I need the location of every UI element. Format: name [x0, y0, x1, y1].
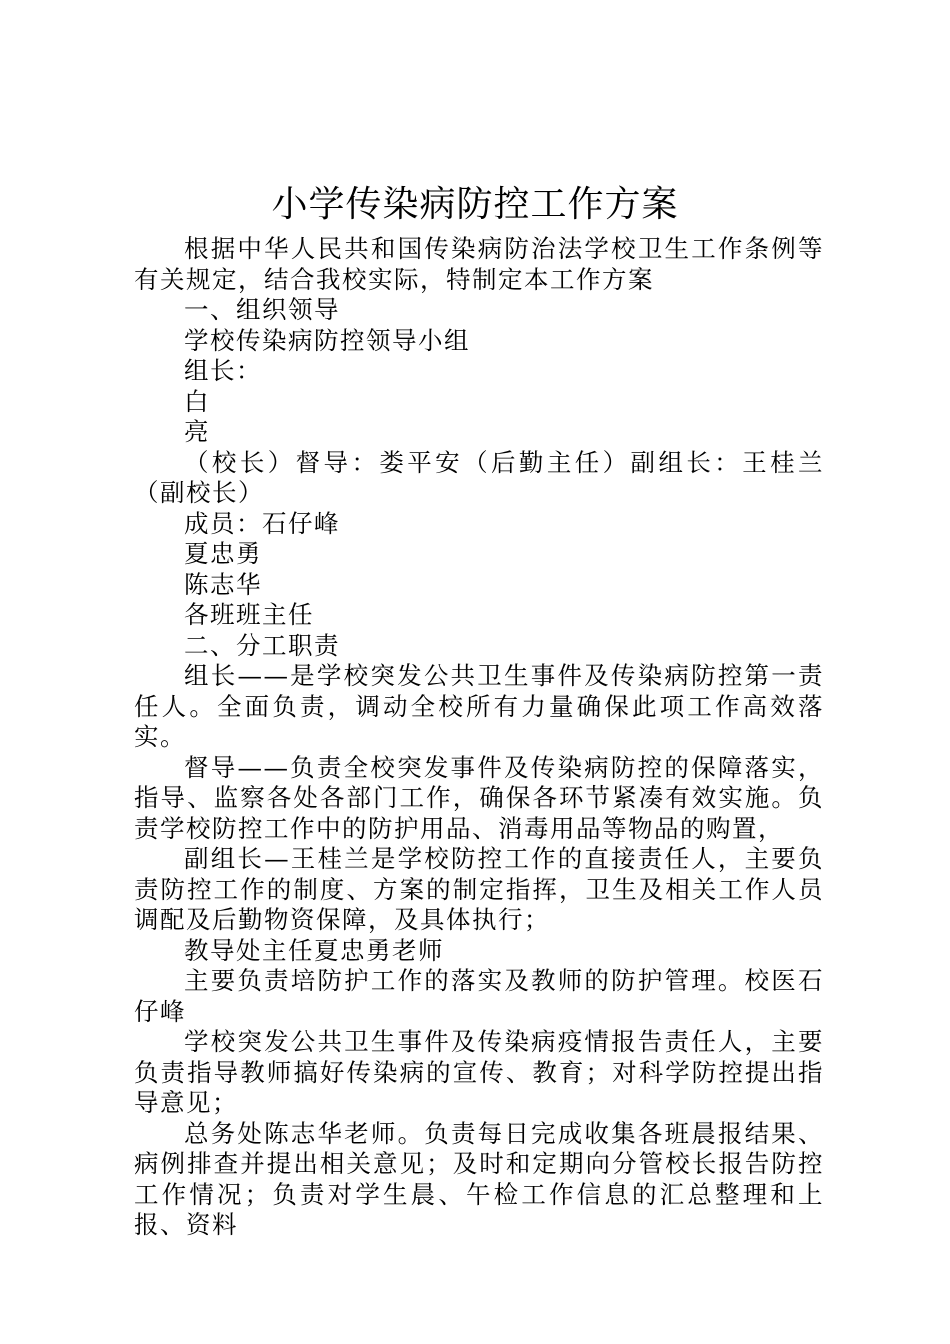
paragraph-reporting-duty: 学校突发公共卫生事件及传染病疫情报告责任人，主要负责指导教师搞好传染病的宣传、教育；对科学防控提出指导意见； [134, 1027, 824, 1117]
paragraph-members: 成员：石仔峰 [184, 508, 340, 538]
paragraph-roles: （校长）督导：娄平安（后勤主任）副组长：王桂兰（副校长） [134, 447, 824, 507]
paragraph-member-chen: 陈志华 [184, 569, 262, 599]
paragraph-member-xia: 夏忠勇 [184, 539, 262, 568]
paragraph-deputy-duty: 副组长—王桂兰是学校防控工作的直接责任人，主要负责防控工作的制度、方案的制定指挥，卫生及相关工作人员调配及后勤物资保障，及具体执行； [134, 844, 824, 934]
paragraph-training-duty: 主要负责培防护工作的落实及教师的防护管理。校医石仔峰 [134, 966, 824, 1026]
paragraph-academic-director: 教导处主任夏忠勇老师 [184, 935, 444, 965]
paragraph-leading-group: 学校传染病防控领导小组 [184, 325, 470, 355]
section-heading-organization: 一、组织领导 [184, 295, 340, 324]
paragraph-name-part-1: 白 [184, 386, 210, 416]
paragraph-intro: 根据中华人民共和国传染病防治法学校卫生工作条例等有关规定，结合我校实际，特制定本工作方案 [134, 234, 824, 294]
paragraph-general-affairs-duty: 总务处陈志华老师。负责每日完成收集各班晨报结果、病例排查并提出相关意见；及时和定期向分管校长报告防控工作情况；负责对学生晨、午检工作信息的汇总整理和上报、资料 [134, 1118, 824, 1239]
document-body [134, 234, 824, 1241]
paragraph-supervisor-duty: 督导——负责全校突发事件及传染病防控的保障落实，指导、监察各处各部门工作，确保各环节紧凑有效实施。负责学校防控工作中的防护用品、消毒用品等物品的购置， [134, 752, 824, 843]
paragraph-class-teachers: 各班班主任 [184, 600, 314, 629]
paragraph-name-part-2: 亮 [184, 417, 210, 446]
paragraph-group-leader-label: 组长： [184, 356, 262, 385]
paragraph-leader-duty: 组长——是学校突发公共卫生事件及传染病防控第一责任人。全面负责，调动全校所有力量确保此项工作高效落实。 [134, 661, 824, 751]
section-heading-duties: 二、分工职责 [184, 630, 340, 660]
document-title: 小学传染病防控工作方案 [271, 184, 679, 225]
